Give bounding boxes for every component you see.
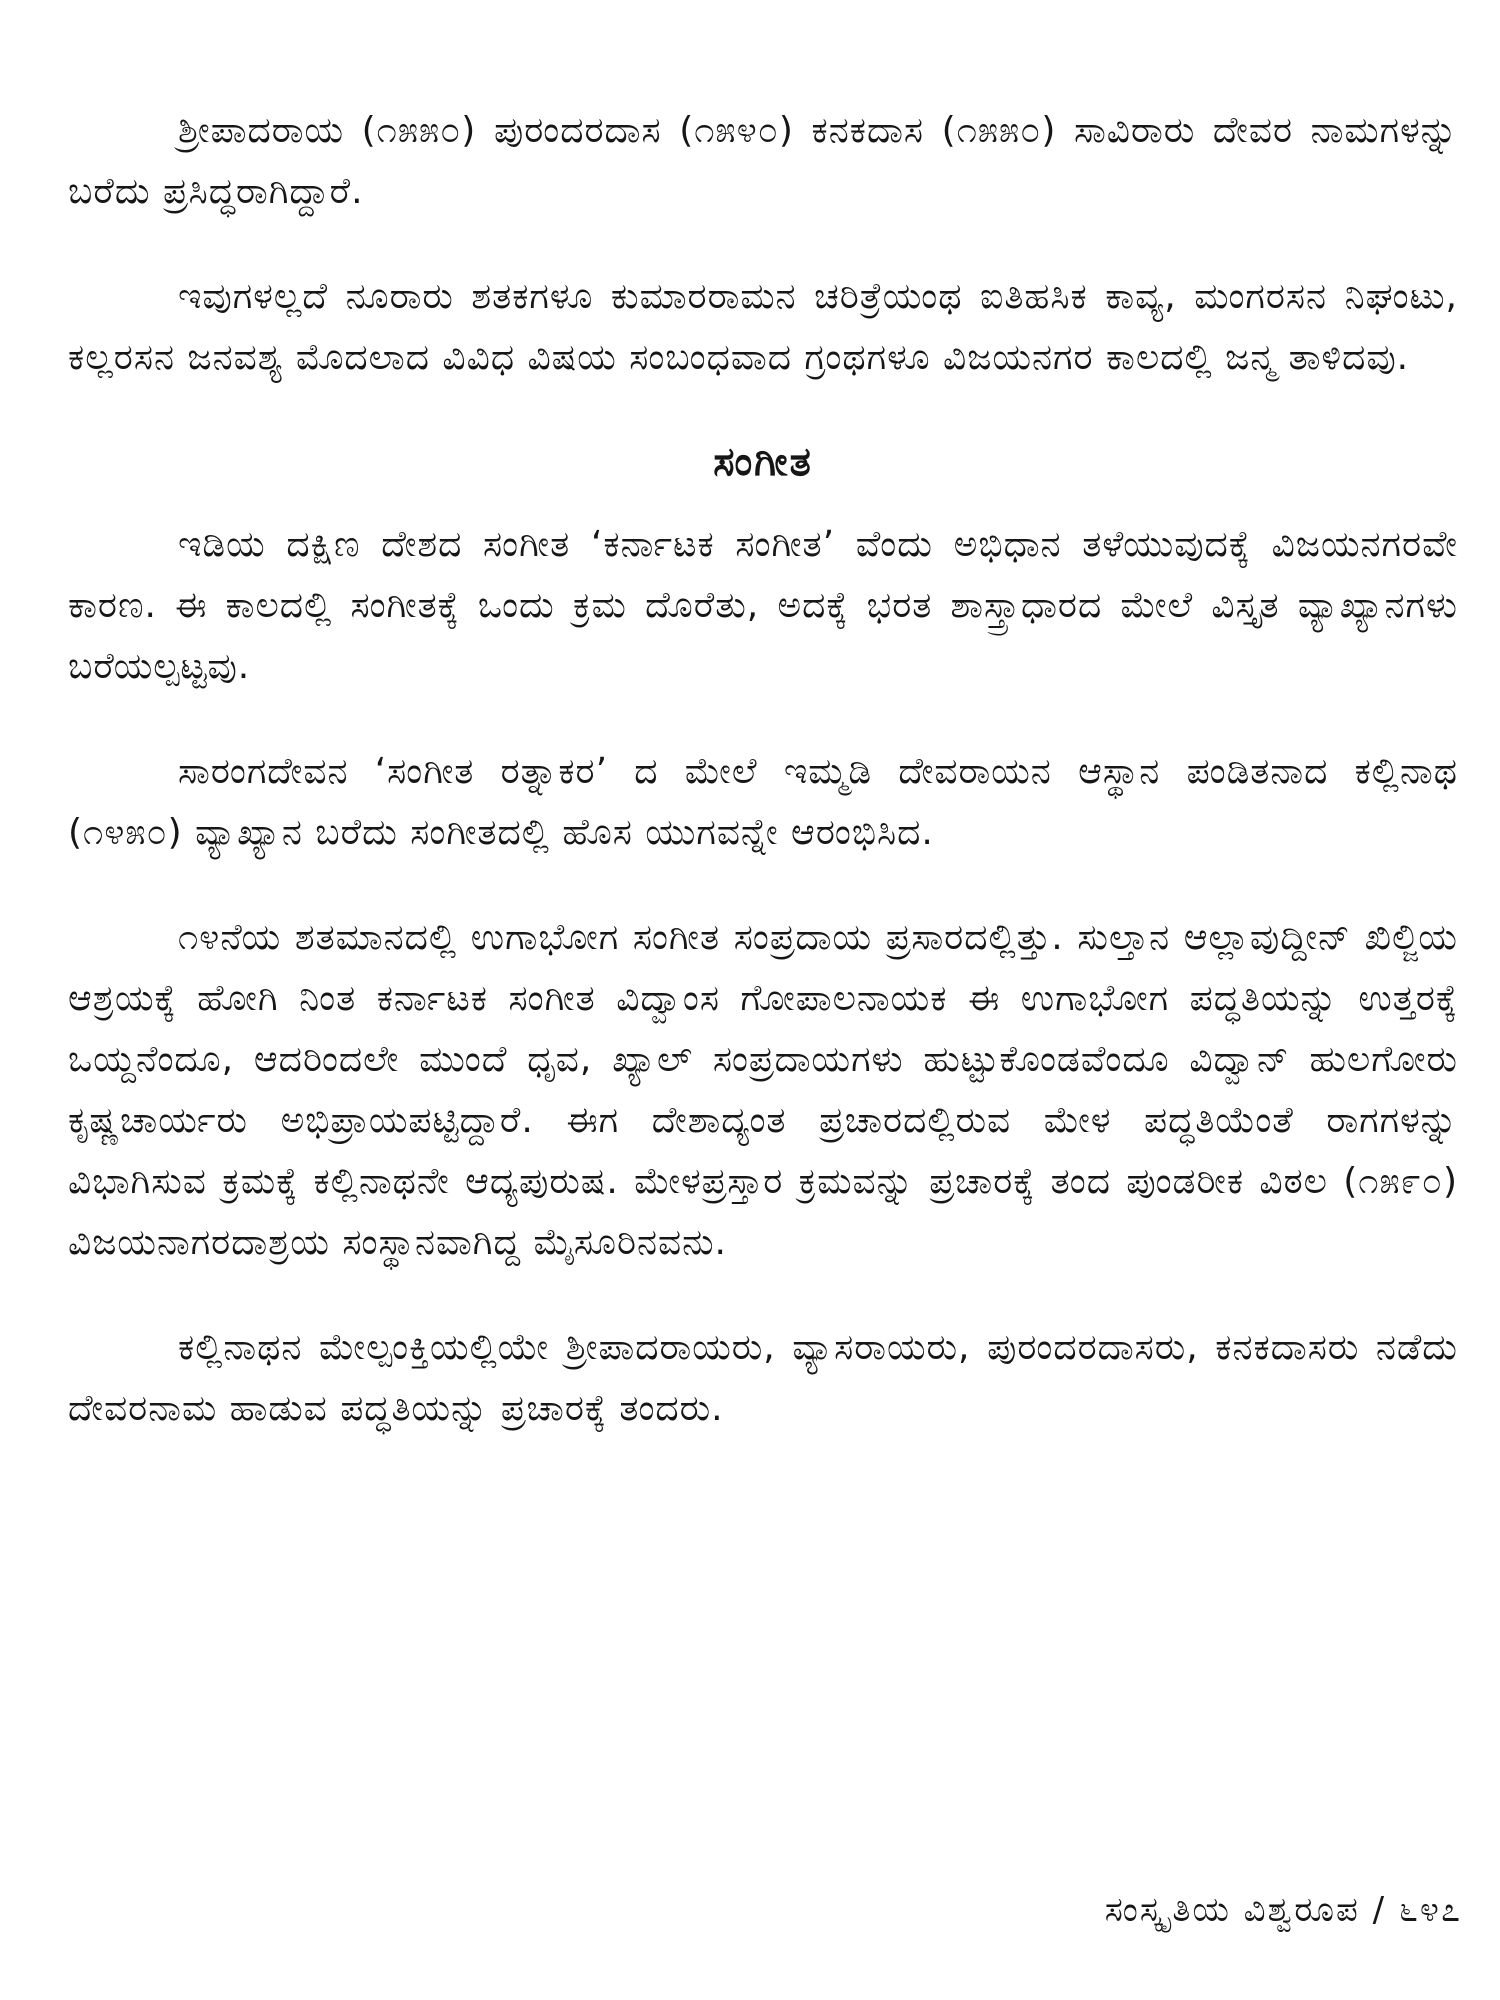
paragraph-ugabhoga-tradition: ೧೪ನೆಯ ಶತಮಾನದಲ್ಲಿ ಉಗಾಭೋಗ ಸಂಗೀತ ಸಂಪ್ರದಾಯ ಪ್ರಸಾರದಲ್ಲಿತ್ತು. ಸುಲ್ತಾನ ಆಲ್ಲಾವುದ್ದೀನ್ ಖಿಲ್ಜಿಯ ಆಶ್ರಯಕ್ಕೆ ಹೋಗಿ ನಿಂತ ಕರ್ನಾಟಕ ಸಂಗೀತ ವಿದ್ವಾಂಸ ಗೋಪಾಲನಾಯಕ ಈ ಉಗಾಭೋಗ ಪದ್ಧತಿಯನ್ನು ಉತ್ತರಕ್ಕೆ ಒಯ್ದನೆಂದೂ, ಆದರಿಂದಲೇ ಮುಂದೆ ಧೃವ, ಖ್ಯಾಲ್ ಸಂಪ್ರದಾಯಗಳು ಹುಟ್ಟುಕೊಂಡವೆಂದೂ ವಿದ್ವಾನ್ ಹುಲಗೋರು ಕೃಷ್ಣಚಾರ್ಯರು ಅಭಿಪ್ರಾಯಪಟ್ಟಿದ್ದಾರೆ. ಈಗ ದೇಶಾದ್ಯಂತ ಪ್ರಚಾರದಲ್ಲಿರುವ ಮೇಳ ಪದ್ಧತಿಯೆಂತೆ ರಾಗಗಳನ್ನು ವಿಭಾಗಿಸುವ ಕ್ರಮಕ್ಕೆ ಕಲ್ಲಿನಾಥನೇ ಆದ್ಯಪುರುಷ. ಮೇಳಪ್ರಸ್ತಾರ ಕ್ರಮವನ್ನು ಪ್ರಚಾರಕ್ಕೆ ತಂದ ಪುಂಡರೀಕ ವಿಠಲ (೧೫೯೦) ವಿಜಯನಾಗರದಾಶ್ರಯ ಸಂಸ್ಥಾನವಾಗಿದ್ದ ಮೈಸೂರಿನವನು.: [68, 917, 1458, 1263]
paragraph-karnataka-sangeeta: ಇಡಿಯ ದಕ್ಷಿಣ ದೇಶದ ಸಂಗೀತ ‘ಕರ್ನಾಟಕ ಸಂಗೀತ’ ವೆಂದು ಅಭಿಧಾನ ತಳೆಯುವುದಕ್ಕೆ ವಿಜಯನಗರವೇ ಕಾರಣ. ಈ ಕಾಲದಲ್ಲಿ ಸಂಗೀತಕ್ಕೆ ಒಂದು ಕ್ರಮ ದೊರೆತು, ಅದಕ್ಕೆ ಭರತ ಶಾಸ್ತ್ರಾಧಾರದ ಮೇಲೆ ವಿಸ್ತೃತ ವ್ಯಾಖ್ಯಾನಗಳು ಬರೆಯಲ್ಪಟ್ಟವು.: [68, 524, 1458, 687]
paragraph-sangeeta-ratnakara: ಸಾರಂಗದೇವನ ‘ಸಂಗೀತ ರತ್ನಾಕರ’ ದ ಮೇಲೆ ಇಮ್ಮಡಿ ದೇವರಾಯನ ಆಸ್ಥಾನ ಪಂಡಿತನಾದ ಕಲ್ಲಿನಾಥ (೧೪೫೦) ವ್ಯಾಖ್ಯಾನ ಬರೆದು ಸಂಗೀತದಲ್ಲಿ ಹೊಸ ಯುಗವನ್ನೇ ಆರಂಭಿಸಿದ.: [68, 751, 1458, 853]
paragraph-composers: ಶ್ರೀಪಾದರಾಯ (೧೫೫೦) ಪುರಂದರದಾಸ (೧೫೪೦) ಕನಕದಾಸ (೧೫೫೦) ಸಾವಿರಾರು ದೇವರ ನಾಮಗಳನ್ನು ಬರೆದು ಪ್ರಸಿದ್ಧರಾಗಿದ್ದಾರೆ.: [68, 110, 1458, 212]
section-heading-music: ಸಂಗೀತ: [713, 439, 813, 485]
page-content: [68, 100, 1458, 1483]
paragraph-literary-works: ಇವುಗಳಲ್ಲದೆ ನೂರಾರು ಶತಕಗಳೂ ಕುಮಾರರಾಮನ ಚರಿತ್ರೆಯಂಥ ಐತಿಹಸಿಕ ಕಾವ್ಯ, ಮಂಗರಸನ ನಿಘಂಟು, ಕಲ್ಲರಸನ ಜನವಶ್ಯ ಮೊದಲಾದ ವಿವಿಧ ವಿಷಯ ಸಂಬಂಧವಾದ ಗ್ರಂಥಗಳೂ ವಿಜಯನಗರ ಕಾಲದಲ್ಲಿ ಜನ್ಮ ತಾಳಿದವು.: [68, 276, 1458, 378]
paragraph-devaranama-tradition: ಕಲ್ಲಿನಾಥನ ಮೇಲ್ಪಂಕ್ತಿಯಲ್ಲಿಯೇ ಶ್ರೀಪಾದರಾಯರು, ವ್ಯಾಸರಾಯರು, ಪುರಂದರದಾಸರು, ಕನಕದಾಸರು ನಡೆದು ದೇವರನಾಮ ಹಾಡುವ ಪದ್ಧತಿಯನ್ನು ಪ್ರಚಾರಕ್ಕೆ ತಂದರು.: [68, 1327, 1458, 1429]
page-footer: ಸಂಸ್ಕೃತಿಯ ವಿಶ್ವರೂಪ / ೬೪೭: [1104, 1890, 1462, 1930]
